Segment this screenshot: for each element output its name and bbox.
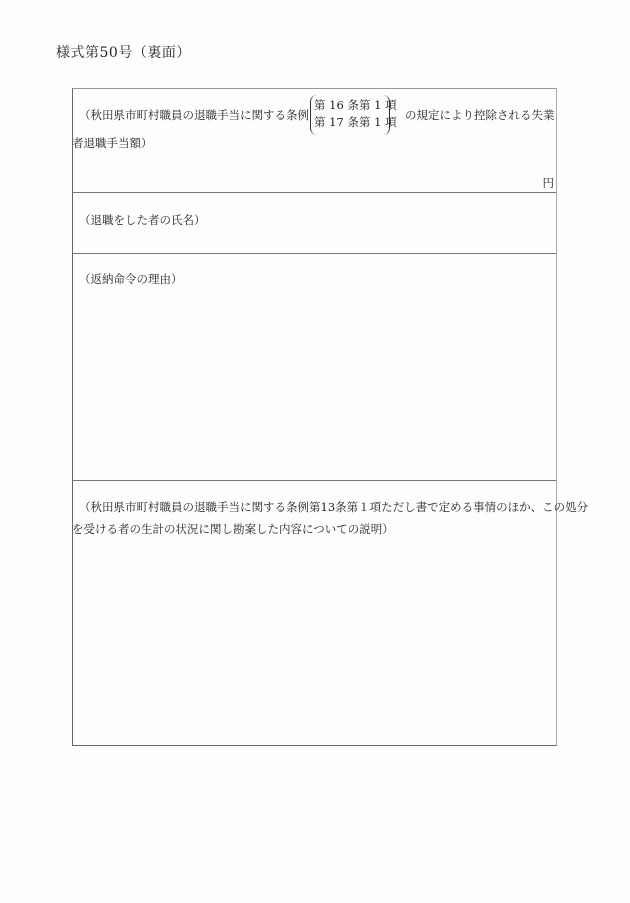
deduction-amount-row[interactable] — [73, 89, 556, 192]
livelihood-explanation-label-line1: （秋田県市町村職員の退職手当に関する条例第13条第１項ただし書で定める事情のほか、この処分 — [79, 500, 589, 514]
return-order-reason-row[interactable] — [73, 253, 556, 480]
deduction-label-suffix: の規定により控除される失業 — [405, 108, 555, 122]
livelihood-explanation-label-line2: を受ける者の生計の状況に関し勘案した内容についての説明） — [72, 522, 394, 536]
yen-unit: 円 — [542, 176, 554, 190]
deduction-label-line2: 者退職手当額） — [72, 136, 153, 150]
retiree-name-label: （退職をした者の氏名） — [79, 213, 206, 227]
article-option-16: 第 16 条第 1 項 — [314, 98, 397, 112]
article-bracket — [310, 95, 397, 135]
retiree-name-row[interactable] — [73, 192, 556, 253]
form-number-title: 様式第50号（裏面） — [56, 45, 191, 61]
deduction-label-prefix: （秋田県市町村職員の退職手当に関する条例 — [79, 108, 309, 122]
article-option-17: 第 17 条第 1 項 — [314, 115, 397, 129]
form-table — [72, 88, 589, 746]
return-order-reason-label: （返納命令の理由） — [79, 272, 183, 286]
livelihood-explanation-row[interactable] — [72, 480, 589, 746]
